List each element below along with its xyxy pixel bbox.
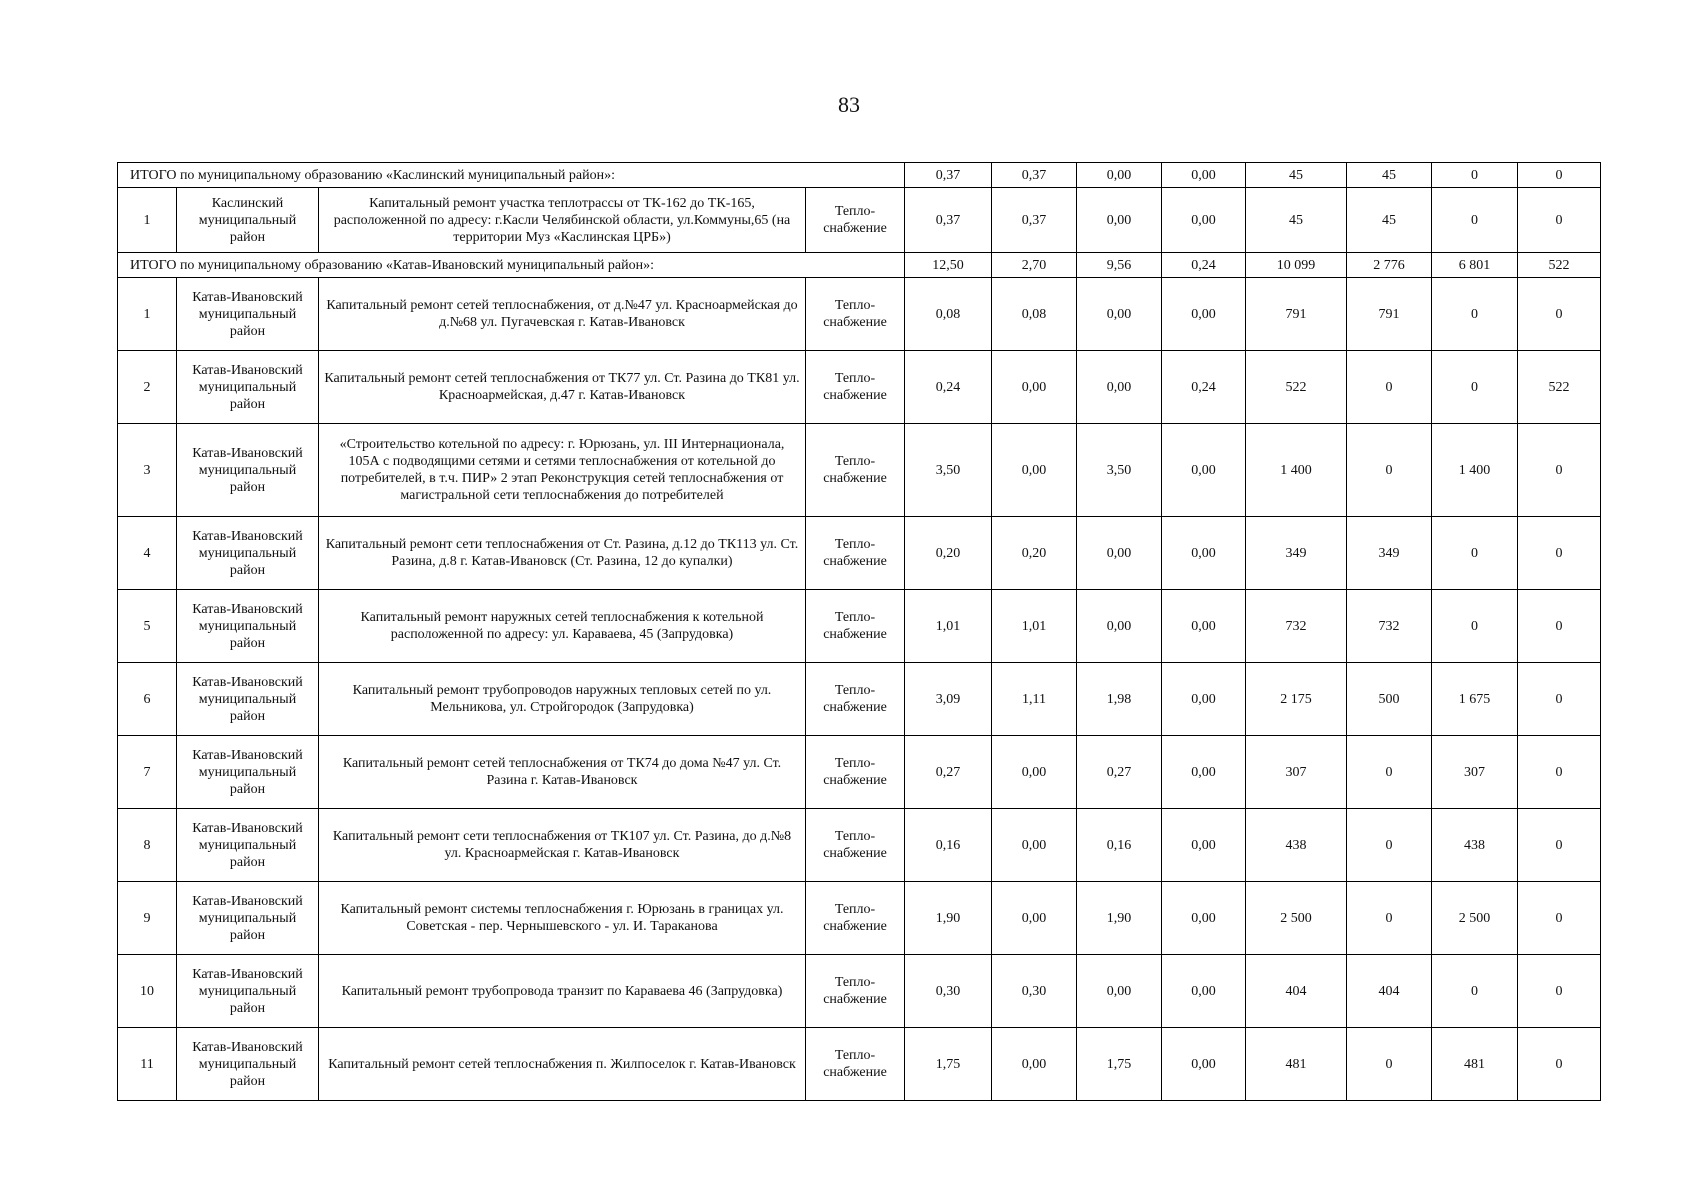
table-row — [118, 590, 1601, 663]
table-row — [118, 882, 1601, 955]
value-cell: 0 — [1518, 809, 1601, 882]
value-cell: 0,00 — [1077, 351, 1162, 424]
value-cell: 1,90 — [905, 882, 992, 955]
description-cell: Капитальный ремонт сетей теплоснабжения от ТК77 ул. Ст. Разина до ТК81 ул. Красноармейская, д.47 г. Катав-Ивановск — [319, 351, 806, 424]
row-number: 1 — [118, 188, 177, 253]
value-cell: 1,98 — [1077, 663, 1162, 736]
total-label: ИТОГО по муниципальному образованию «Каслинский муниципальный район»: — [118, 163, 905, 188]
description-cell: Капитальный ремонт сетей теплоснабжения от ТК74 до дома №47 ул. Ст. Разина г. Катав-Ивановск — [319, 736, 806, 809]
value-cell: 0,00 — [1162, 736, 1246, 809]
total-row — [118, 163, 1601, 188]
district-cell: Катав-Ивановский муниципальный район — [177, 809, 319, 882]
value-cell: 0,24 — [905, 351, 992, 424]
table-row — [118, 736, 1601, 809]
table-row — [118, 188, 1601, 253]
row-number: 11 — [118, 1028, 177, 1101]
type-cell: Тепло-снабжение — [806, 278, 905, 351]
value-cell: 0,00 — [992, 736, 1077, 809]
value-cell: 1,11 — [992, 663, 1077, 736]
value-cell: 2 500 — [1432, 882, 1518, 955]
value-cell: 791 — [1246, 278, 1347, 351]
value-cell: 1 400 — [1432, 424, 1518, 517]
value-cell: 0,00 — [1162, 663, 1246, 736]
value-cell: 307 — [1432, 736, 1518, 809]
row-number: 10 — [118, 955, 177, 1028]
value-cell: 404 — [1347, 955, 1432, 1028]
value-cell: 0,08 — [992, 278, 1077, 351]
value-cell: 438 — [1432, 809, 1518, 882]
value-cell: 349 — [1347, 517, 1432, 590]
description-cell: Капитальный ремонт участка теплотрассы от ТК-162 до ТК-165, расположенной по адресу: г.Касли Челябинской области, ул.Коммуны,65 (на территории Муз «Каслинская ЦРБ») — [319, 188, 806, 253]
value-cell: 404 — [1246, 955, 1347, 1028]
total-value: 10 099 — [1246, 253, 1347, 278]
value-cell: 0,37 — [905, 188, 992, 253]
district-cell: Катав-Ивановский муниципальный район — [177, 663, 319, 736]
table-row — [118, 955, 1601, 1028]
value-cell: 0 — [1347, 882, 1432, 955]
value-cell: 0 — [1347, 736, 1432, 809]
value-cell: 0 — [1347, 351, 1432, 424]
value-cell: 0,00 — [1162, 278, 1246, 351]
value-cell: 0,00 — [1077, 955, 1162, 1028]
type-cell: Тепло-снабжение — [806, 663, 905, 736]
table-row — [118, 517, 1601, 590]
total-value: 0 — [1518, 163, 1601, 188]
value-cell: 0 — [1518, 882, 1601, 955]
value-cell: 732 — [1347, 590, 1432, 663]
row-number: 4 — [118, 517, 177, 590]
value-cell: 0,00 — [1162, 1028, 1246, 1101]
value-cell: 522 — [1518, 351, 1601, 424]
value-cell: 0,27 — [905, 736, 992, 809]
value-cell: 0,00 — [992, 1028, 1077, 1101]
table-row — [118, 1028, 1601, 1101]
type-cell: Тепло-снабжение — [806, 590, 905, 663]
total-value: 0,37 — [905, 163, 992, 188]
total-value: 6 801 — [1432, 253, 1518, 278]
value-cell: 0 — [1432, 517, 1518, 590]
value-cell: 2 175 — [1246, 663, 1347, 736]
value-cell: 1 675 — [1432, 663, 1518, 736]
district-cell: Катав-Ивановский муниципальный район — [177, 278, 319, 351]
value-cell: 0 — [1518, 736, 1601, 809]
value-cell: 1,75 — [1077, 1028, 1162, 1101]
total-value: 45 — [1246, 163, 1347, 188]
row-number: 5 — [118, 590, 177, 663]
value-cell: 45 — [1347, 188, 1432, 253]
value-cell: 45 — [1246, 188, 1347, 253]
description-cell: Капитальный ремонт трубопроводов наружных тепловых сетей по ул. Мельникова, ул. Стройгородок (Запрудовка) — [319, 663, 806, 736]
value-cell: 0 — [1518, 424, 1601, 517]
total-label: ИТОГО по муниципальному образованию «Катав-Ивановский муниципальный район»: — [118, 253, 905, 278]
value-cell: 0,00 — [1162, 590, 1246, 663]
value-cell: 0,16 — [905, 809, 992, 882]
value-cell: 0,00 — [1162, 517, 1246, 590]
type-cell: Тепло-снабжение — [806, 955, 905, 1028]
program-table — [117, 162, 1601, 1101]
value-cell: 0,24 — [1162, 351, 1246, 424]
description-cell: Капитальный ремонт сетей теплоснабжения п. Жилпоселок г. Катав-Ивановск — [319, 1028, 806, 1101]
value-cell: 1,75 — [905, 1028, 992, 1101]
value-cell: 0 — [1432, 188, 1518, 253]
row-number: 1 — [118, 278, 177, 351]
value-cell: 0,20 — [992, 517, 1077, 590]
district-cell: Катав-Ивановский муниципальный район — [177, 517, 319, 590]
value-cell: 0,30 — [905, 955, 992, 1028]
value-cell: 0,00 — [1162, 882, 1246, 955]
row-number: 2 — [118, 351, 177, 424]
value-cell: 0,00 — [992, 351, 1077, 424]
description-cell: Капитальный ремонт сетей теплоснабжения, от д.№47 ул. Красноармейская до д.№68 ул. Пугачевская г. Катав-Ивановск — [319, 278, 806, 351]
value-cell: 3,50 — [1077, 424, 1162, 517]
total-value: 12,50 — [905, 253, 992, 278]
type-cell: Тепло-снабжение — [806, 517, 905, 590]
total-value: 0,24 — [1162, 253, 1246, 278]
total-value: 2 776 — [1347, 253, 1432, 278]
value-cell: 0 — [1347, 1028, 1432, 1101]
value-cell: 0 — [1518, 517, 1601, 590]
total-value: 2,70 — [992, 253, 1077, 278]
value-cell: 0,00 — [992, 882, 1077, 955]
table-row — [118, 663, 1601, 736]
value-cell: 0,37 — [992, 188, 1077, 253]
value-cell: 0,00 — [1162, 188, 1246, 253]
value-cell: 0,08 — [905, 278, 992, 351]
table-body — [118, 163, 1601, 1101]
total-value: 0,37 — [992, 163, 1077, 188]
value-cell: 791 — [1347, 278, 1432, 351]
district-cell: Катав-Ивановский муниципальный район — [177, 955, 319, 1028]
value-cell: 0 — [1518, 1028, 1601, 1101]
value-cell: 1,01 — [992, 590, 1077, 663]
description-cell: Капитальный ремонт наружных сетей теплоснабжения к котельной расположенной по адресу: ул. Караваева, 45 (Запрудовка) — [319, 590, 806, 663]
value-cell: 0 — [1347, 809, 1432, 882]
value-cell: 0 — [1432, 955, 1518, 1028]
value-cell: 0,00 — [992, 809, 1077, 882]
type-cell: Тепло-снабжение — [806, 736, 905, 809]
value-cell: 0,30 — [992, 955, 1077, 1028]
district-cell: Катав-Ивановский муниципальный район — [177, 590, 319, 663]
value-cell: 0 — [1432, 590, 1518, 663]
total-value: 9,56 — [1077, 253, 1162, 278]
page-number: 83 — [838, 92, 860, 117]
total-value: 0,00 — [1077, 163, 1162, 188]
description-cell: Капитальный ремонт системы теплоснабжения г. Юрюзань в границах ул. Советская - пер. Чернышевского - ул. И. Тараканова — [319, 882, 806, 955]
district-cell: Катав-Ивановский муниципальный район — [177, 882, 319, 955]
row-number: 9 — [118, 882, 177, 955]
district-cell: Катав-Ивановский муниципальный район — [177, 1028, 319, 1101]
value-cell: 1 400 — [1246, 424, 1347, 517]
value-cell: 0,00 — [992, 424, 1077, 517]
value-cell: 0 — [1518, 188, 1601, 253]
value-cell: 3,50 — [905, 424, 992, 517]
total-value: 45 — [1347, 163, 1432, 188]
value-cell: 0 — [1518, 663, 1601, 736]
row-number: 7 — [118, 736, 177, 809]
value-cell: 732 — [1246, 590, 1347, 663]
description-cell: Капитальный ремонт сети теплоснабжения от Ст. Разина, д.12 до ТК113 ул. Ст. Разина, д.8 г. Катав-Ивановск (Ст. Разина, 12 до купалки) — [319, 517, 806, 590]
district-cell: Катав-Ивановский муниципальный район — [177, 424, 319, 517]
total-value: 522 — [1518, 253, 1601, 278]
total-value: 0 — [1432, 163, 1518, 188]
total-row — [118, 253, 1601, 278]
row-number: 3 — [118, 424, 177, 517]
description-cell: «Строительство котельной по адресу: г. Юрюзань, ул. III Интернационала, 105А с подводящими сетями и сетями теплоснабжения от котельной до потребителей, в т.ч. ПИР» 2 этап Реконструкция сетей теплоснабжения от магистральной сети теплоснабжения до потребителей — [319, 424, 806, 517]
table-row — [118, 809, 1601, 882]
type-cell: Тепло-снабжение — [806, 1028, 905, 1101]
value-cell: 0,16 — [1077, 809, 1162, 882]
value-cell: 0,00 — [1162, 809, 1246, 882]
value-cell: 0,00 — [1162, 955, 1246, 1028]
row-number: 6 — [118, 663, 177, 736]
value-cell: 1,01 — [905, 590, 992, 663]
type-cell: Тепло-снабжение — [806, 809, 905, 882]
row-number: 8 — [118, 809, 177, 882]
value-cell: 0 — [1518, 590, 1601, 663]
value-cell: 522 — [1246, 351, 1347, 424]
value-cell: 307 — [1246, 736, 1347, 809]
value-cell: 0,20 — [905, 517, 992, 590]
table-row — [118, 351, 1601, 424]
value-cell: 0,27 — [1077, 736, 1162, 809]
value-cell: 0,00 — [1077, 517, 1162, 590]
value-cell: 0,00 — [1162, 424, 1246, 517]
value-cell: 1,90 — [1077, 882, 1162, 955]
type-cell: Тепло-снабжение — [806, 188, 905, 253]
type-cell: Тепло-снабжение — [806, 424, 905, 517]
table-row — [118, 424, 1601, 517]
district-cell: Катав-Ивановский муниципальный район — [177, 736, 319, 809]
value-cell: 500 — [1347, 663, 1432, 736]
value-cell: 0,00 — [1077, 278, 1162, 351]
type-cell: Тепло-снабжение — [806, 882, 905, 955]
value-cell: 0 — [1432, 351, 1518, 424]
value-cell: 2 500 — [1246, 882, 1347, 955]
table-row — [118, 278, 1601, 351]
description-cell: Капитальный ремонт трубопровода транзит по Караваева 46 (Запрудовка) — [319, 955, 806, 1028]
value-cell: 0 — [1432, 278, 1518, 351]
description-cell: Капитальный ремонт сети теплоснабжения от ТК107 ул. Ст. Разина, до д.№8 ул. Красноармейская г. Катав-Ивановск — [319, 809, 806, 882]
value-cell: 481 — [1432, 1028, 1518, 1101]
type-cell: Тепло-снабжение — [806, 351, 905, 424]
value-cell: 0 — [1518, 278, 1601, 351]
value-cell: 438 — [1246, 809, 1347, 882]
value-cell: 481 — [1246, 1028, 1347, 1101]
value-cell: 0 — [1347, 424, 1432, 517]
value-cell: 0 — [1518, 955, 1601, 1028]
value-cell: 0,00 — [1077, 590, 1162, 663]
district-cell: Каслинский муниципальный район — [177, 188, 319, 253]
value-cell: 3,09 — [905, 663, 992, 736]
district-cell: Катав-Ивановский муниципальный район — [177, 351, 319, 424]
total-value: 0,00 — [1162, 163, 1246, 188]
value-cell: 349 — [1246, 517, 1347, 590]
value-cell: 0,00 — [1077, 188, 1162, 253]
